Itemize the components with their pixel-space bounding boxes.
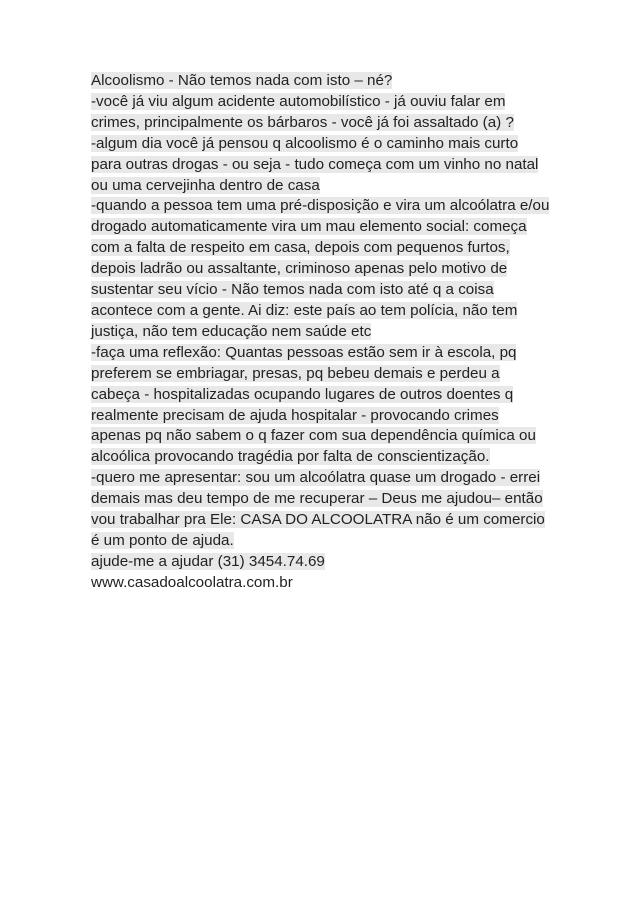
text-line	[91, 113, 561, 134]
text-line-content: -faça uma reflexão: Quantas pessoas estão sem ir à escola, pq	[91, 343, 517, 361]
text-line-content: Alcoolismo - Não temos nada com isto – né?	[91, 72, 393, 89]
text-line	[91, 280, 561, 301]
text-line-content: -quando a pessoa tem uma pré-disposição e vira um alcoólatra e/ou	[91, 197, 550, 215]
website-link[interactable]: www.casadoalcoolatra.com.br	[91, 573, 293, 591]
text-line	[91, 155, 561, 176]
text-line-content: -você já viu algum acidente automobilístico - já ouviu falar em	[91, 92, 506, 110]
text-line	[91, 259, 561, 280]
text-line	[91, 71, 561, 92]
text-line-content: preferem se embriagar, presas, pq bebeu demais e perdeu a	[91, 364, 500, 382]
text-line-content: crimes, principalmente os bárbaros - você já foi assaltado (a) ?	[91, 113, 514, 131]
text-line	[91, 238, 561, 259]
text-line-content: drogado automaticamente vira um mau elemento social: começa	[91, 218, 527, 236]
text-line	[91, 426, 561, 447]
text-line-content: acontece com a gente. Ai diz: este país ao tem polícia, não tem	[91, 301, 518, 319]
text-line	[91, 134, 561, 155]
website-line[interactable]	[91, 573, 561, 594]
text-line	[91, 92, 561, 113]
text-line	[91, 217, 561, 238]
text-line	[91, 322, 561, 343]
text-line-content: demais mas deu tempo de me recuperar – Deus me ajudou– então	[91, 490, 543, 508]
text-line	[91, 301, 561, 322]
text-line	[91, 468, 561, 489]
text-line-content: -algum dia você já pensou q alcoolismo é o caminho mais curto	[91, 134, 519, 152]
text-line-content: realmente precisam de ajuda hospitalar - provocando crimes	[91, 406, 499, 424]
document-body	[91, 71, 561, 594]
text-line	[91, 406, 561, 427]
text-line-content: cabeça - hospitalizadas ocupando lugares de outros doentes q	[91, 385, 514, 403]
text-line-content: -quero me apresentar: sou um alcoólatra quase um drogado - errei	[91, 469, 541, 487]
text-line-content: vou trabalhar pra Ele: CASA DO ALCOOLATRA não é um comercio	[91, 511, 545, 529]
text-line	[91, 489, 561, 510]
text-line-content: justiça, não tem educação nem saúde etc	[91, 322, 372, 340]
text-line	[91, 447, 561, 468]
text-line	[91, 510, 561, 531]
phone-text: ajude-me a ajudar (31) 3454.74.69	[91, 552, 325, 570]
text-line	[91, 531, 561, 552]
phone-line	[91, 552, 561, 573]
text-line	[91, 364, 561, 385]
text-line	[91, 343, 561, 364]
text-line-content: para outras drogas - ou seja - tudo começa com um vinho no natal	[91, 155, 539, 173]
text-line-content: apenas pq não sabem o q fazer com sua dependência química ou	[91, 427, 536, 445]
text-line-content: é um ponto de ajuda.	[91, 531, 234, 549]
text-line	[91, 196, 561, 217]
text-line-content: sustentar seu vício - Não temos nada com isto até q a coisa	[91, 281, 494, 299]
text-line	[91, 176, 561, 197]
text-line	[91, 385, 561, 406]
text-line-content: com a falta de respeito em casa, depois com pequenos furtos,	[91, 239, 510, 257]
text-line-content: ou uma cervejinha dentro de casa	[91, 176, 320, 194]
text-line-content: alcoólica provocando tragédia por falta de conscientização.	[91, 448, 490, 466]
text-line-content: depois ladrão ou assaltante, criminoso apenas pelo motivo de	[91, 260, 508, 278]
